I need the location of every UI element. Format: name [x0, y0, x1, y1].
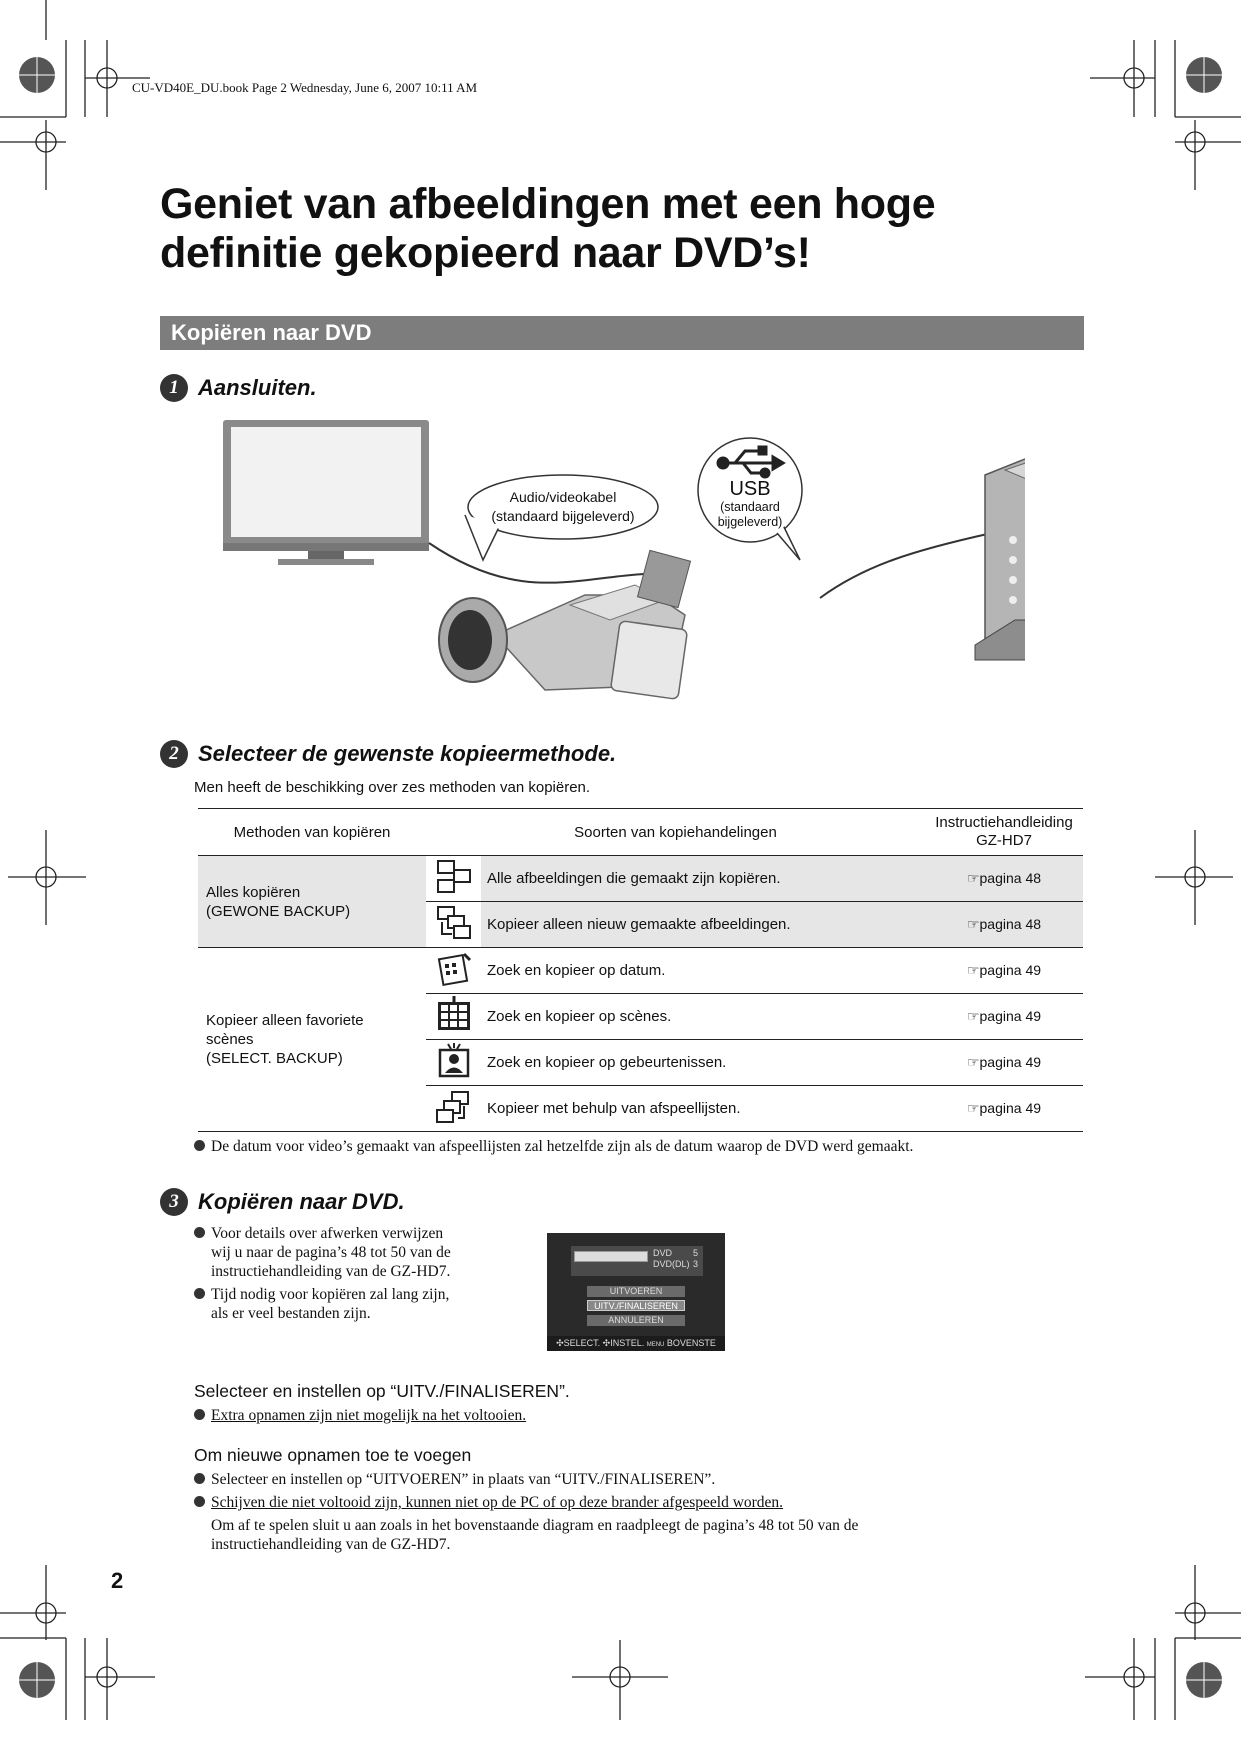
tv-illustration — [223, 420, 429, 565]
add-bullet-2 — [194, 1493, 783, 1512]
group-select-backup-line3: (SELECT. BACKUP) — [206, 1050, 343, 1067]
progress-bar — [574, 1251, 648, 1262]
camera-screen — [547, 1233, 725, 1351]
page-number: 2 — [111, 1568, 124, 1593]
add-text — [211, 1516, 1111, 1554]
step3-bullet-2-line1: Tijd nodig voor kopiëren zal lang zijn, — [211, 1286, 450, 1303]
group-full-backup-line1: Alles kopiëren — [206, 883, 301, 901]
group-full-backup — [198, 856, 426, 948]
footer-top: BOVENSTE — [666, 1338, 716, 1348]
step2-note: Men heeft de beschikking over zes methoden van kopiëren. — [194, 779, 591, 796]
page-title — [160, 180, 1110, 278]
col-manual-line1: Instructiehandleiding — [935, 814, 1073, 831]
menu-finalize[interactable]: UITV./FINALISEREN — [587, 1300, 685, 1311]
add-text-line1: Om af te spelen sluit u aan zoals in het bovenstaande diagram en raadpleegt de pagina’s 48 tot 50 van de — [211, 1517, 859, 1534]
step3-bullet-1-line1: Voor details over afwerken verwijzen — [211, 1225, 444, 1242]
event-person-icon — [426, 1040, 481, 1086]
step3-number: 3 — [160, 1188, 188, 1216]
usb-callout — [700, 478, 800, 530]
step3-bullet-1 — [194, 1224, 524, 1281]
add-bullet-2-text: Schijven die niet voltooid zijn, kunnen niet op de PC of op deze brander afgespeeld worden. — [211, 1494, 784, 1511]
av-cable-label: Audio/videokabel — [509, 489, 617, 505]
table-row — [198, 856, 1083, 902]
footer-menu-key: MENU — [646, 1342, 665, 1348]
row1-ref: ☞pagina 48 — [966, 870, 1042, 886]
step3-label: Kopiëren naar DVD. — [198, 1189, 405, 1214]
bullet-dot — [194, 1288, 205, 1299]
av-cable-sublabel: (standaard bijgeleverd) — [491, 508, 635, 524]
row6-text: Kopieer met behulp van afspeellijsten. — [487, 1100, 741, 1117]
add-bullet-1-text: Selecteer en instellen op “UITVOEREN” in plaats van “UITV./FINALISEREN”. — [211, 1471, 716, 1488]
table-note — [194, 1137, 1094, 1156]
bullet-dot — [194, 1140, 205, 1151]
usb-sublabel-1: (standaard — [720, 500, 780, 514]
bullet-dot — [194, 1227, 205, 1238]
page-title-line1: Geniet van afbeeldingen met een hoge — [160, 180, 936, 228]
book-header-line: CU-VD40E_DU.book Page 2 Wednesday, June 6, 2007 10:11 AM — [132, 80, 478, 95]
dvd-label: DVD — [653, 1248, 673, 1258]
col-methods: Methoden van kopiëren — [198, 809, 426, 856]
footer-set: INSTEL. — [610, 1338, 645, 1348]
bullet-dot — [194, 1409, 205, 1420]
row2-text: Kopieer alleen nieuw gemaakte afbeeldingen. — [487, 916, 791, 933]
step1-number: 1 — [160, 374, 188, 402]
usb-sublabel-2: bijgeleverd) — [717, 515, 783, 529]
select-bullet — [194, 1406, 526, 1425]
row3-ref: ☞pagina 49 — [966, 962, 1042, 978]
step3-bullet-2-line2: als er veel bestanden zijn. — [211, 1305, 371, 1322]
step3-bullet-1-line2: wij u naar de pagina’s 48 tot 50 van de — [211, 1244, 451, 1261]
row5-ref: ☞pagina 49 — [966, 1054, 1042, 1070]
calendar-icon — [426, 948, 481, 994]
step2-heading — [160, 740, 616, 768]
col-manual — [925, 809, 1083, 856]
connection-diagram — [215, 415, 1025, 715]
step3-heading — [160, 1188, 405, 1216]
screen-footer — [547, 1336, 725, 1351]
group-full-backup-line2: (GEWONE BACKUP) — [206, 902, 351, 920]
av-cable-callout — [465, 488, 661, 526]
bullet-dot — [194, 1496, 205, 1507]
playlist-icon — [426, 1086, 481, 1132]
group-select-backup-line1: Kopieer alleen favoriete — [206, 1012, 364, 1029]
dvd-burner-illustration — [975, 453, 1025, 660]
usb-label: USB — [729, 478, 771, 500]
step1-heading — [160, 374, 317, 402]
copy-new-icon — [426, 902, 481, 948]
disc-counts — [653, 1248, 690, 1270]
menu-cancel[interactable]: ANNULEREN — [587, 1315, 685, 1326]
disc-values — [693, 1248, 698, 1270]
row4-text: Zoek en kopieer op scènes. — [487, 1008, 672, 1025]
footer-select: SELECT. — [563, 1338, 601, 1348]
row1-text: Alle afbeeldingen die gemaakt zijn kopiëren. — [487, 870, 781, 887]
step1-label: Aansluiten. — [198, 375, 317, 400]
col-manual-line2: GZ-HD7 — [976, 832, 1032, 849]
step2-number: 2 — [160, 740, 188, 768]
page-title-line2: definitie gekopieerd naar DVD’s! — [160, 229, 811, 277]
row3-text: Zoek en kopieer op datum. — [487, 962, 666, 979]
group-select-backup-line2: scènes — [206, 1031, 254, 1048]
add-text-line2: instructiehandleiding van de GZ-HD7. — [211, 1536, 451, 1553]
copy-all-icon — [426, 856, 481, 902]
section-banner-label: Kopiëren naar DVD — [171, 320, 372, 345]
scene-grid-icon — [426, 994, 481, 1040]
add-bullet-1 — [194, 1470, 715, 1489]
dvd-value: 5 — [693, 1248, 699, 1258]
row6-ref: ☞pagina 49 — [966, 1100, 1042, 1116]
step3-bullet-2 — [194, 1285, 524, 1323]
set-icon: ✣ — [602, 1338, 611, 1348]
section-banner — [160, 316, 1084, 350]
table-row — [198, 948, 1083, 994]
row2-ref: ☞pagina 48 — [966, 916, 1042, 932]
table-note-text: De datum voor video’s gemaakt van afspeellijsten zal hetzelfde zijn als de datum waarop de DVD werd gemaakt. — [211, 1138, 914, 1155]
select-heading: Selecteer en instellen op “UITV./FINALISEREN”. — [194, 1381, 570, 1401]
methods-table — [198, 808, 1083, 1132]
group-select-backup — [198, 948, 426, 1132]
add-heading: Om nieuwe opnamen toe te voegen — [194, 1445, 472, 1465]
col-types: Soorten van kopiehandelingen — [426, 809, 925, 856]
dvddl-value: 3 — [693, 1259, 699, 1269]
select-bullet-text: Extra opnamen zijn niet mogelijk na het voltooien. — [211, 1407, 527, 1424]
menu-execute[interactable]: UITVOEREN — [587, 1286, 685, 1297]
step2-label: Selecteer de gewenste kopieermethode. — [198, 741, 617, 766]
row5-text: Zoek en kopieer op gebeurtenissen. — [487, 1054, 727, 1071]
step3-bullet-1-line3: instructiehandleiding van de GZ-HD7. — [211, 1263, 451, 1280]
row4-ref: ☞pagina 49 — [966, 1008, 1042, 1024]
select-icon: ✣ — [556, 1338, 564, 1348]
bullet-dot — [194, 1473, 205, 1484]
dvddl-label: DVD(DL) — [653, 1259, 690, 1269]
camcorder-illustration — [439, 550, 690, 699]
